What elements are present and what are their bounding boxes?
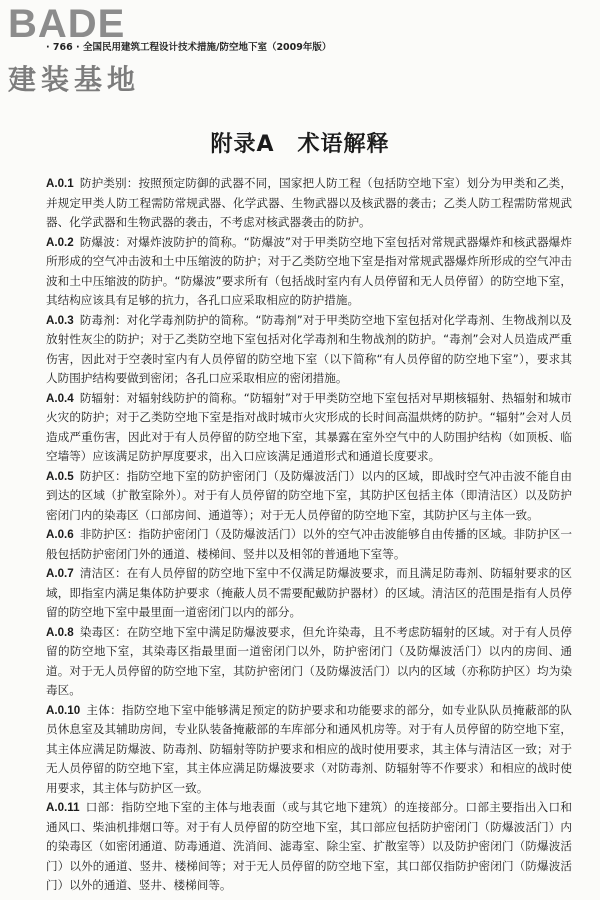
brand-subtitle: 建装基地 [8, 63, 141, 96]
terms-list [46, 174, 572, 896]
term-text: 防辐射：对辐射线防护的简称。“防辐射”对于甲类防空地下室包括对早期核辐射、热辐射和城市火灾的防护；对于乙类防空地下室是指对战时城市火灾形成的长时间高温烘烤的防护。“辐射”会对人员造成严重伤害，因此对于有人员停留的防空地下室，其暴露在室外空气中的人防围护结构（如顶板、临空墙等）应该满足防护厚度要求，出入口应该满足通道形式和通道长度要求。 [46, 390, 572, 463]
term-entry [46, 311, 572, 389]
term-number: A.0.3 [46, 313, 74, 327]
term-entry [46, 798, 572, 896]
term-number: A.0.8 [46, 625, 74, 639]
term-number: A.0.6 [46, 528, 74, 541]
bade-logo: BADE [8, 2, 126, 46]
term-entry [46, 701, 572, 799]
term-text: 染毒区：在防空地下室中满足防爆波要求，但允许染毒，且不考虑防辐射的区域。对于有人员停留的防空地下室，其染毒区指最里面一道密闭门以外，防护密闭门（及防爆波活门）以内的房间、通道。对于无人员停留的防空地下室，其防护密闭门（及防爆波活门）以内的区域（亦称防护区）均为染毒区。 [46, 624, 572, 697]
term-text: 清洁区：在有人员停留的防空地下室中不仅满足防爆波要求，而且满足防毒剂、防辐射要求的区域，即指室内满足集体防护要求（掩蔽人员不需要配戴防护器材）的区域。清洁区的范围是指有人员停留的防空地下室中最里面一道密闭门以内的部分。 [46, 566, 572, 619]
term-entry [46, 233, 572, 311]
term-entry [46, 389, 572, 467]
term-text: 防爆波：对爆炸波防护的简称。“防爆波”对于甲类防空地下室包括对常规武器爆炸和核武器爆炸所形成的空气冲击波和土中压缩波的防护；对于乙类防空地下室是指对常规武器爆炸所形成的空气冲击波和土中压缩波的防护。“防爆波”要求所有（包括战时室内有人员停留和无人员停留）的防空地下室，其结构应该具有足够的抗力，各孔口应采取相应的防护措施。 [46, 234, 572, 307]
term-entry [46, 174, 572, 233]
term-text: 防毒剂：对化学毒剂防护的简称。“防毒剂”对于甲类防空地下室包括对化学毒剂、生物战剂以及放射性灰尘的防护；对于乙类防空地下室包括对化学毒剂和生物战剂的防护。“毒剂”会对人员造成严重伤害，因此对于空袭时室内有人员停留的防空地下室（以下简称“有人员停留的防空地下室”），要求其人防围护结构要做到密闭；各孔口应采取相应的密闭措施。 [46, 312, 572, 385]
brand-block [8, 4, 125, 44]
term-number: A.0.10 [46, 703, 81, 717]
appendix-title: 附录A 术语解释 [210, 131, 390, 157]
term-number: A.0.2 [46, 235, 74, 249]
term-text: 防护区：指防空地下室的防护密闭门（及防爆波活门）以内的区域，即战时空气冲击波不能自由到达的区域（扩散室除外）。对于有人员停留的防空地下室，其防护区包括主体（即清洁区）以及防护密闭门内的染毒区（口部房间、通道等）；对于无人员停留的防空地下室，其防护区与主体一致。 [46, 468, 572, 522]
term-number: A.0.7 [46, 567, 74, 580]
term-number: A.0.11 [46, 801, 80, 814]
term-text: 防护类别：按照预定防御的武器不同，国家把人防工程（包括防空地下室）划分为甲类和乙类，并规定甲类人防工程需防常规武器、化学武器、生物武器以及核武器的袭击；乙类人防工程需防常规武器、化学武器和生物武器的袭击，不考虑对核武器袭击的防护。 [46, 176, 572, 229]
term-number: A.0.5 [46, 469, 74, 483]
term-entry [46, 623, 572, 701]
term-text: 非防护区：指防护密闭门（及防爆波活门）以外的空气冲击波能够自由传播的区域。非防护区一般包括防护密闭门外的通道、楼梯间、竖井以及相邻的普通地下室等。 [46, 527, 572, 561]
term-number: A.0.4 [46, 391, 74, 405]
term-text: 主体：指防空地下室中能够满足预定的防护要求和功能要求的部分，如专业队队员掩蔽部的队员休息室及其辅助房间，专业队装备掩蔽部的车库部分和通风机房等。对于有人员停留的防空地下室，其主体应满足防爆波、防毒剂、防辐射等防护要求和相应的战时使用要求，其主体与清洁区一致；对于无人员停留的防空地下室，其主体应满足防爆波要求（对防毒剂、防辐射等不作要求）和相应的战时使用要求，其主体与防护区一致。 [46, 702, 572, 795]
term-text: 口部：指防空地下室的主体与地表面（或与其它地下建筑）的连接部分。口部主要指出入口和通风口、柴油机排烟口等。对于有人员停留的防空地下室，其口部应包括防护密闭门（防爆波活门）内的染毒区（如密闭通道、防毒通道、洗消间、滤毒室、除尘室、扩散室等）以及防护密闭门（防爆波活门）以外的通道、竖井、楼梯间等；对于无人员停留的防空地下室，其口部仅指防护密闭门（防爆波活门）以外的通道、竖井、楼梯间等。 [46, 800, 572, 892]
term-entry [46, 467, 572, 526]
term-entry [46, 525, 572, 564]
running-header: · 766 · 全国民用建筑工程设计技术措施/防空地下室（2009年版） [46, 42, 332, 53]
term-number: A.0.1 [46, 177, 74, 190]
term-entry [46, 564, 572, 623]
